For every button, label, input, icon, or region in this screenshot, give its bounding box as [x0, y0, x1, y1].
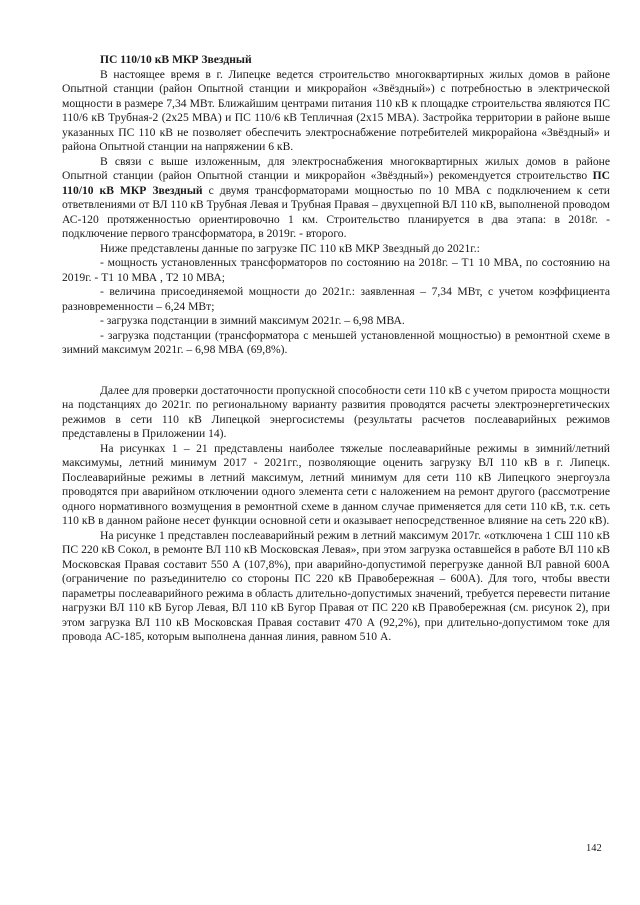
paragraph-recommendation — [62, 155, 610, 242]
list-item-winter-load: - загрузка подстанции в зимний максимум 2021г. – 6,98 МВА. — [100, 314, 405, 327]
paragraph-intro: В настоящее время в г. Липецке ведется строительство многоквартирных жилых домов в районе Опытной станции (район Опытной станции и микрорайон «Звёздный») с потребностью в электрической мощности в размере 7,34 МВт. Ближайшим центрами питания 110 кВ к площадке строительства являются ПС 110/6 кВ Трубная-2 (2х25 МВА) и ПС 110/6 кВ Тепличная (2х15 МВА). Застройка территории в районе выше указанных ПС 110 кВ не позволяет обеспечить электроснабжение потребителей микрорайона «Звёздный» и района Опытной станции на напряжении 6 кВ. — [62, 67, 610, 153]
list-item-connected-power: - величина присоединяемой мощности до 2021г.: заявленная – 7,34 МВт, с учетом коэффициента разновременности – 6,24 МВт; — [62, 285, 610, 313]
paragraph-figure-1: На рисунке 1 представлен послеаварийный режим в летний максимум 2017г. «отключена 1 СШ 110 кВ ПС 220 кВ Сокол, в ремонте ВЛ 110 кВ Московская Левая», при этом загрузка оставшейся в работе ВЛ 110 кВ Московская Правая составит 550 А (107,8%), при аварийно-допустимой перегрузке данной ВЛ равной 600А (ограничение по разъединителю со стороны ПС 220 кВ Правобережная – 600А). Для того, чтобы ввести параметры послеаварийного режима в область длительно-допустимых значений, требуется перевести питание нагрузки ВЛ 110 кВ Бугор Левая, ВЛ 110 кВ Бугор Правая от ПС 220 кВ Правобережная (см. рисунок 2), при этом загрузка ВЛ 110 кВ Московская Правая составит 470 А (92,2%), при длительно-допустимом токе для провода АС-185, которым выполнена данная линия, равном 510 А. — [62, 528, 610, 643]
document-body — [62, 53, 610, 645]
section-heading: ПС 110/10 кВ МКР Звездный — [100, 53, 252, 66]
list-item-repair-load: - загрузка подстанции (трансформатора с меньшей установленной мощностью) в ремонтной схеме в зимний максимум 2021г. – 6,98 МВА (69,8%). — [62, 328, 610, 356]
substation-name-bold: ПС 110/10 кВ МКР Звездный — [62, 169, 610, 197]
list-item-transformers: - мощность установленных трансформаторов по состоянию на 2018г. – Т1 10 МВА, по состоянию на 2019г. - Т1 10 МВА , Т2 10 МВА; — [62, 256, 610, 284]
paragraph-recommendation-text-2: с двумя трансформаторами мощностью по 10 МВА с подключением к сети ответвлениями от ВЛ 110 кВ Трубная Левая и Трубная Правая – двухцепной ВЛ 110 кВ, выполненой проводом АС-120 протяженностью ориентировочно 1 км. Строительство планируется в два этапа: в 2018г. - подключение первого трансформатора, в 2019г. - второго. — [62, 183, 610, 240]
paragraph-load-data-intro: Ниже представлены данные по загрузке ПС 110 кВ МКР Звездный до 2021г.: — [100, 241, 480, 255]
paragraph-network-check: Далее для проверки достаточности пропускной способности сети 110 кВ с учетом прироста мощности на подстанциях до 2021г. по региональному варианту развития проводятся расчеты электроэнергетических режимов в сети 110 кВ Липецкой энергосистемы (результаты расчетов послеаварийных режимов представлены в Приложении 14). — [62, 383, 610, 440]
paragraph-figures-overview: На рисунках 1 – 21 представлены наиболее тяжелые послеаварийные режимы в зимний/летний максимумы, летний минимум 2017 - 2021гг., позволяющие оценить загрузку ВЛ 110 кВ в г. Липецк. Послеаварийные режимы в летний максимум, летний минимум для сети 110 кВ Липецкого энергоузла проводятся при аварийном отключении одного элемента сети с наложением на ремонт другого (рассмотрение одного нормативного возмущения в ремонтной схеме в данном случае применяется для сети 110 кВ, т.к. сеть 110 кВ в данном районе несет функции основной сети и оказывает непосредственное влияние на сеть 220 кВ). — [62, 441, 610, 527]
paragraph-recommendation-text-1: В связи с выше изложенным, для электроснабжения многоквартирных жилых домов в районе Опытной станции (район Опытной станции и микрорайон «Звёздный») рекомендуется строительство — [62, 154, 610, 182]
page-number: 142 — [586, 843, 602, 854]
paragraph-gap — [62, 358, 610, 384]
